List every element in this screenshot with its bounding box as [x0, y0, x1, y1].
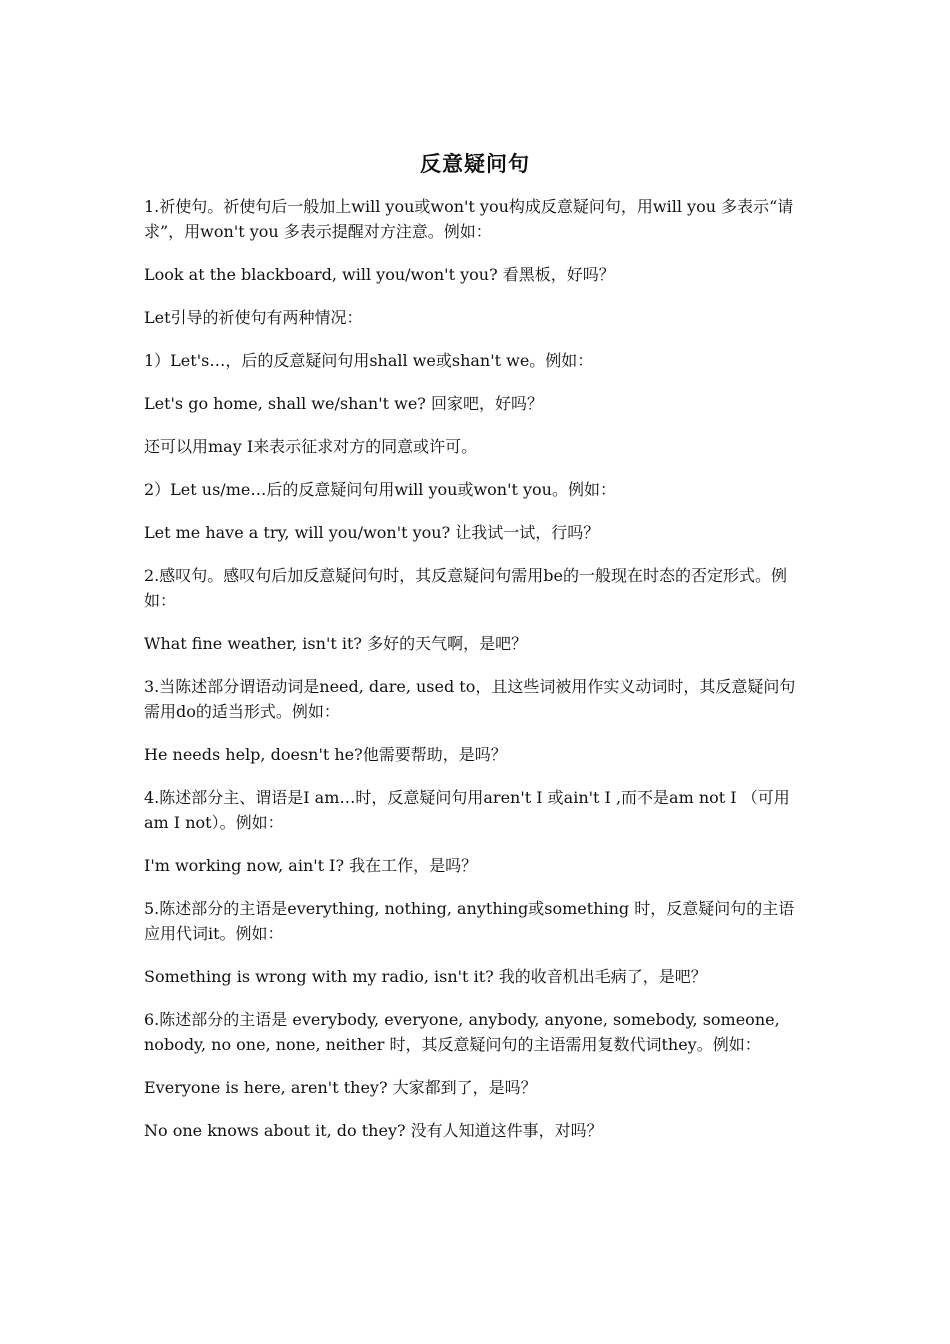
- paragraph-19: No one knows about it, do they? 没有人知道这件事，对吗？: [144, 1121, 603, 1140]
- paragraph-1: 1.祈使句。祈使句后一般加上will you或won't you构成反意疑问句，用will you 多表示“请求”，用won't you 多表示提醒对方注意。例如：: [144, 197, 794, 241]
- document-body: [144, 194, 808, 1161]
- paragraph-13: 4.陈述部分主、谓语是I am…时，反意疑问句用aren't I 或ain't I ,而不是am not I （可用am I not）。例如：: [144, 788, 790, 832]
- paragraph-14: I'm working now, ain't I? 我在工作，是吗？: [144, 856, 478, 875]
- paragraph-5: Let's go home, shall we/shan't we? 回家吧，好吗？: [144, 394, 543, 413]
- page-title: 反意疑问句: [420, 152, 530, 176]
- paragraph-8: Let me have a try, will you/won't you? 让我试一试，行吗？: [144, 523, 600, 542]
- paragraph-6: 还可以用may I来表示征求对方的同意或许可。: [144, 437, 478, 456]
- paragraph-4: 1）Let's…，后的反意疑问句用shall we或shan't we。例如：: [144, 351, 594, 370]
- paragraph-18: Everyone is here, aren't they? 大家都到了，是吗？: [144, 1078, 537, 1097]
- paragraph-12: He needs help, doesn't he?他需要帮助，是吗？: [144, 745, 507, 764]
- paragraph-11: 3.当陈述部分谓语动词是need, dare, used to，且这些词被用作实义动词时，其反意疑问句需用do的适当形式。例如：: [144, 677, 796, 721]
- paragraph-16: Something is wrong with my radio, isn't it? 我的收音机出毛病了，是吧？: [144, 967, 707, 986]
- paragraph-3: Let引导的祈使句有两种情况：: [144, 308, 363, 327]
- paragraph-7: 2）Let us/me…后的反意疑问句用will you或won't you。例如：: [144, 480, 616, 499]
- paragraph-15: 5.陈述部分的主语是everything, nothing, anything或something 时，反意疑问句的主语应用代词it。例如：: [144, 899, 795, 943]
- paragraph-17: 6.陈述部分的主语是 everybody, everyone, anybody, anyone, somebody, someone, nobody, no one, none, neither 时，其反意疑问句的主语需用复数代词they。例如：: [144, 1010, 780, 1054]
- paragraph-2: Look at the blackboard, will you/won't you? 看黑板，好吗？: [144, 265, 615, 284]
- paragraph-9: 2.感叹句。感叹句后加反意疑问句时，其反意疑问句需用be的一般现在时态的否定形式。例如：: [144, 566, 787, 610]
- paragraph-10: What fine weather, isn't it? 多好的天气啊，是吧？: [144, 634, 528, 653]
